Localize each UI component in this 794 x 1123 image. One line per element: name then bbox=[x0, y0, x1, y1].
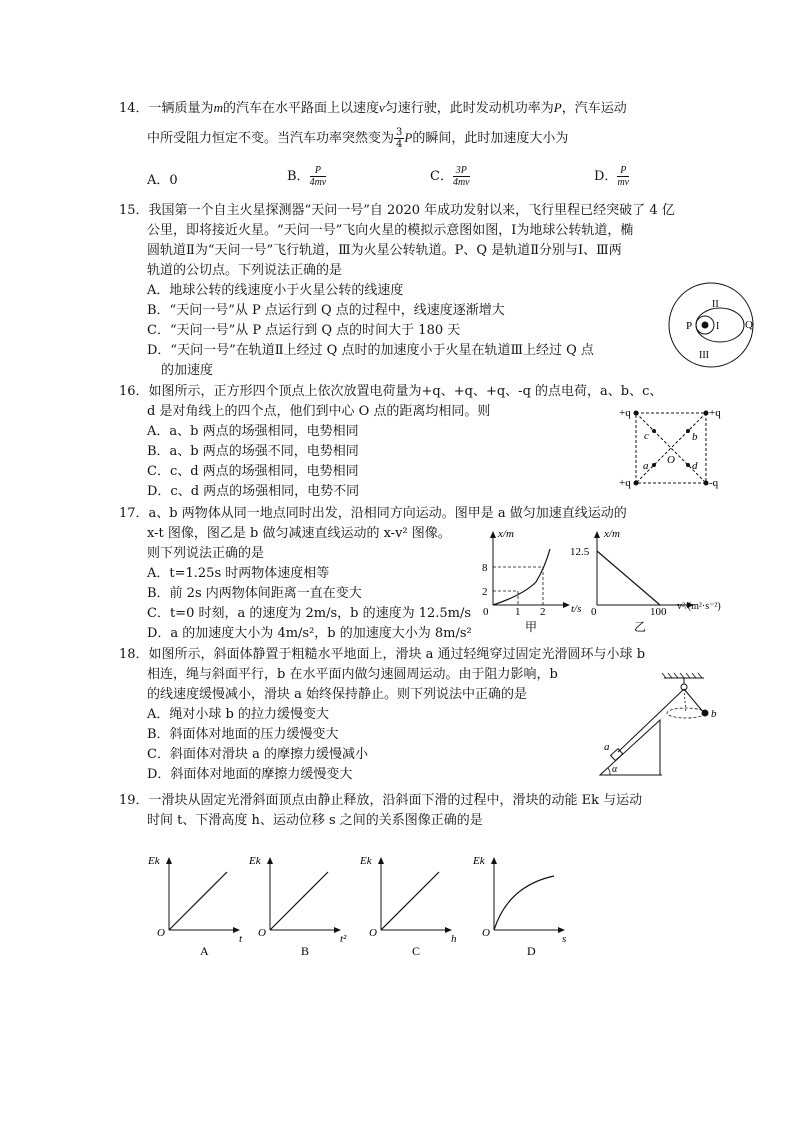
q15-line: 公里，即将接近火星。“天问一号”飞向火星的模拟示意图如图，Ⅰ为地球公转轨道，椭 bbox=[147, 223, 634, 238]
angle-arc bbox=[608, 768, 610, 775]
point-c bbox=[652, 429, 656, 433]
q14-option-c bbox=[430, 164, 470, 190]
q15-line: 轨道的公切点。下列说法正确的是 bbox=[147, 263, 343, 278]
charge-label: +q bbox=[709, 407, 721, 419]
q18-option-b: B．斜面体对地面的压力缓慢变大 bbox=[147, 727, 339, 742]
frac-den: 4mv bbox=[452, 177, 470, 188]
hatch bbox=[698, 673, 702, 678]
q15-orbit-figure bbox=[660, 285, 770, 370]
q14-text: ，汽车运动 bbox=[561, 101, 627, 116]
origin-label: O bbox=[369, 927, 377, 939]
point-b bbox=[686, 429, 690, 433]
caption: B bbox=[301, 944, 310, 958]
q16-charge-square-figure bbox=[618, 403, 728, 493]
q15-line: 圆轨道Ⅱ为“天问一号”飞行轨道，Ⅲ为火星公转轨道。P、Q 是轨道Ⅱ分别与Ⅰ、Ⅲ两 bbox=[147, 243, 622, 258]
option-label: B． bbox=[287, 169, 310, 184]
hatch bbox=[686, 673, 690, 678]
q16-option-d: D．c、d 两点的场强相同，电势不同 bbox=[147, 484, 360, 499]
point-a bbox=[652, 463, 656, 467]
caption-yi: 乙 bbox=[634, 620, 647, 634]
q14-option-d bbox=[594, 164, 629, 190]
y-label: x/m bbox=[604, 528, 620, 540]
q14-line2 bbox=[147, 125, 568, 152]
q19-graph-a bbox=[145, 848, 255, 963]
label-q: Q bbox=[745, 319, 753, 331]
frac-den: mv bbox=[617, 177, 630, 188]
q17-option-d: D．a 的加速度大小为 4m/s²，b 的加速度大小为 8m/s² bbox=[147, 626, 472, 641]
q19-line: 19．一滑块从固定光滑斜面顶点由静止释放，沿斜面下滑的过程中，滑块的动能 Ek 与运动 bbox=[119, 793, 643, 808]
x-arrow bbox=[563, 602, 570, 608]
string-to-b bbox=[684, 689, 704, 713]
q14-text: 的汽车在水平路面上以速度 bbox=[222, 101, 379, 116]
x-tick: 100 bbox=[650, 606, 667, 618]
x-tick: 0 bbox=[483, 606, 489, 618]
q14-var-p: P bbox=[553, 100, 562, 115]
origin-label: O bbox=[157, 927, 165, 939]
option-label: C． bbox=[430, 169, 453, 184]
label-iii: III bbox=[699, 350, 709, 361]
frac-num: P bbox=[617, 165, 629, 177]
origin-label: O bbox=[258, 927, 266, 939]
sun-dot bbox=[702, 322, 709, 329]
hatch bbox=[680, 673, 684, 678]
q16-line: 16．如图所示，正方形四个顶点上依次放置电荷量为+q、+q、+q、-q 的点电荷，a、b、c、 bbox=[119, 384, 663, 399]
line-b bbox=[597, 551, 660, 605]
y-label: Ek bbox=[249, 855, 261, 867]
q14-var-p: P bbox=[404, 130, 413, 145]
q14-option-a bbox=[147, 172, 178, 190]
q16-line: d 是对角线上的四个点，他们到中心 O 点的距离均相同。则 bbox=[147, 404, 491, 419]
q18-option-c: C．斜面体对滑块 a 的摩擦力缓慢减小 bbox=[147, 747, 368, 762]
x-label: h bbox=[451, 933, 457, 945]
q19-line: 时间 t、下滑高度 h、运动位移 s 之间的关系图像正确的是 bbox=[147, 813, 483, 828]
x-tick: 0 bbox=[591, 606, 597, 618]
q16-option-b: B．a、b 两点的场强不同，电势相同 bbox=[147, 444, 359, 459]
diagonal-1 bbox=[636, 413, 706, 483]
x-label: t bbox=[239, 933, 243, 945]
q14-option-b-fraction bbox=[310, 165, 327, 188]
x-label: s bbox=[562, 933, 567, 945]
y-arrow bbox=[267, 857, 273, 864]
q17-option-b: B．前 2s 内两物体间距离一直在变大 bbox=[147, 586, 362, 601]
x-label: t² bbox=[340, 933, 347, 945]
label-d: d bbox=[692, 460, 698, 472]
charge-dot bbox=[634, 411, 639, 416]
q19-graph-c bbox=[357, 848, 467, 963]
label-b: b bbox=[692, 431, 698, 443]
y-tick: 8 bbox=[482, 562, 488, 574]
q14-fraction bbox=[394, 127, 404, 150]
label-c: c bbox=[644, 430, 649, 442]
q17-option-c: C．t=0 时刻，a 的速度为 2m/s，b 的速度为 12.5m/s bbox=[147, 606, 472, 621]
charge-label: +q bbox=[619, 407, 631, 419]
q19-graph-b bbox=[246, 848, 356, 963]
x-label: v²/(m²·s⁻²) bbox=[677, 601, 721, 612]
q17-line: 则下列说法正确的是 bbox=[147, 546, 265, 561]
q14-text: 中所受阻力恒定不变。当汽车功率突然变为 bbox=[147, 131, 395, 146]
frac-den: 4 bbox=[396, 139, 403, 150]
x-tick: 2 bbox=[540, 606, 546, 618]
hatch bbox=[692, 673, 696, 678]
q19-graph-d bbox=[470, 848, 580, 963]
y-label: Ek bbox=[473, 855, 485, 867]
y-arrow bbox=[490, 531, 496, 538]
square bbox=[636, 413, 706, 483]
graph-line bbox=[381, 872, 439, 930]
graph-line bbox=[270, 872, 328, 930]
graph-line bbox=[169, 872, 227, 930]
q14-option-d-fraction bbox=[617, 165, 629, 188]
y-tick: 2 bbox=[482, 586, 488, 598]
q14-line1 bbox=[119, 99, 627, 118]
label-b: b bbox=[711, 708, 717, 720]
q18-incline-figure bbox=[594, 670, 729, 782]
charge-label: -q bbox=[709, 477, 719, 489]
point-d bbox=[686, 463, 690, 467]
q15-line: 15．我国第一个自主火星探测器“天问一号”自 2020 年成功发射以来，飞行里程已经突破了 4 亿 bbox=[119, 203, 675, 218]
label-i: I bbox=[716, 321, 720, 332]
q17-line: 17．a、b 两物体从同一地点同时出发，沿相同方向运动。图甲是 a 做匀加速直线运动的 bbox=[119, 506, 627, 521]
graph-curve bbox=[494, 876, 554, 930]
string-to-a bbox=[618, 690, 683, 752]
q16-option-a: A．a、b 两点的场强相同，电势相同 bbox=[147, 424, 359, 439]
frac-num: P bbox=[310, 165, 327, 177]
x-label: t/s bbox=[571, 603, 582, 615]
caption: A bbox=[200, 944, 209, 958]
frac-num: 3 bbox=[396, 127, 403, 138]
q15-option-d-cont: 的加速度 bbox=[161, 363, 214, 378]
orbit-iii bbox=[669, 283, 753, 367]
q18-option-d: D．斜面体对地面的摩擦力缓慢变大 bbox=[147, 767, 353, 782]
q15-option-a: A．地球公转的线速度小于火星公转的线速度 bbox=[147, 283, 404, 298]
y-label: x/m bbox=[498, 528, 514, 540]
label-ii: II bbox=[712, 299, 719, 310]
frac-num: 3P bbox=[453, 165, 470, 177]
y-label: Ek bbox=[360, 855, 372, 867]
y-arrow bbox=[378, 857, 384, 864]
hatch bbox=[674, 673, 678, 678]
y-label: Ek bbox=[148, 855, 160, 867]
q14-var-v: v bbox=[378, 100, 385, 115]
hatch bbox=[662, 673, 666, 678]
y-arrow bbox=[491, 857, 497, 864]
y-tick: 12.5 bbox=[570, 546, 590, 558]
label-p: P bbox=[686, 320, 693, 332]
charge-dot bbox=[634, 481, 639, 486]
q14-option-b bbox=[287, 164, 326, 190]
frac-den: 4mv bbox=[309, 177, 327, 188]
option-label: D． bbox=[594, 169, 618, 184]
q14-text: 的瞬间，此时加速度大小为 bbox=[412, 131, 569, 146]
q18-option-a: A．绳对小球 b 的拉力缓慢变大 bbox=[147, 707, 329, 722]
q18-line: 的线速度缓慢减小，滑块 a 始终保持静止。则下列说法中正确的是 bbox=[147, 687, 528, 702]
q18-line: 相连，绳与斜面平行，b 在水平面内做匀速圆周运动。由于阻力影响，b bbox=[147, 667, 558, 682]
q17-option-a: A．t=1.25s 时两物体速度相等 bbox=[147, 566, 330, 581]
q15-option-d: D．“天问一号”在轨道Ⅱ上经过 Q 点时的加速度小于火星在轨道Ⅲ上经过 Q 点 bbox=[147, 343, 594, 358]
hatch bbox=[668, 673, 672, 678]
q14-option-c-fraction bbox=[453, 165, 470, 188]
ball-b bbox=[702, 710, 709, 717]
charge-label: +q bbox=[619, 477, 631, 489]
caption: D bbox=[527, 944, 536, 958]
caption: C bbox=[412, 944, 421, 958]
q15-option-b: B．“天问一号”从 P 点运行到 Q 点的过程中，线速度逐渐增大 bbox=[147, 303, 505, 318]
q14-text: 一辆质量为 bbox=[148, 101, 214, 116]
label-a: a bbox=[604, 741, 610, 753]
q14-number: 14． bbox=[119, 101, 149, 116]
origin-label: O bbox=[482, 927, 490, 939]
block-a bbox=[611, 749, 623, 761]
q18-line: 18．如图所示，斜面体静置于粗糙水平地面上，滑块 a 通过轻绳穿过固定光滑圆环与小球 b bbox=[119, 647, 646, 662]
charge-dot bbox=[704, 411, 709, 416]
axis-line bbox=[684, 689, 686, 713]
label-o: O bbox=[667, 454, 675, 466]
label-alpha: α bbox=[612, 764, 618, 775]
x-tick: 1 bbox=[515, 606, 521, 618]
curve-a bbox=[493, 549, 550, 605]
charge-dot bbox=[704, 481, 709, 486]
y-arrow bbox=[594, 531, 600, 538]
q16-option-c: C．c、d 两点的场强相同，电势相同 bbox=[147, 464, 359, 479]
diagonal-2 bbox=[636, 413, 706, 483]
option-label: A．0 bbox=[147, 173, 178, 188]
label-a: a bbox=[643, 460, 649, 472]
q17-graph-yi bbox=[570, 527, 740, 642]
caption-jia: 甲 bbox=[525, 620, 538, 634]
y-arrow bbox=[166, 857, 172, 864]
q17-line: x-t 图像，图乙是 b 做匀减速直线运动的 x-v² 图像。 bbox=[147, 526, 451, 541]
q15-option-c: C．“天问一号”从 P 点运行到 Q 点的时间大于 180 天 bbox=[147, 323, 461, 338]
q14-text: 匀速行驶，此时发动机功率为 bbox=[384, 101, 554, 116]
q14-var-m: m bbox=[213, 100, 223, 115]
